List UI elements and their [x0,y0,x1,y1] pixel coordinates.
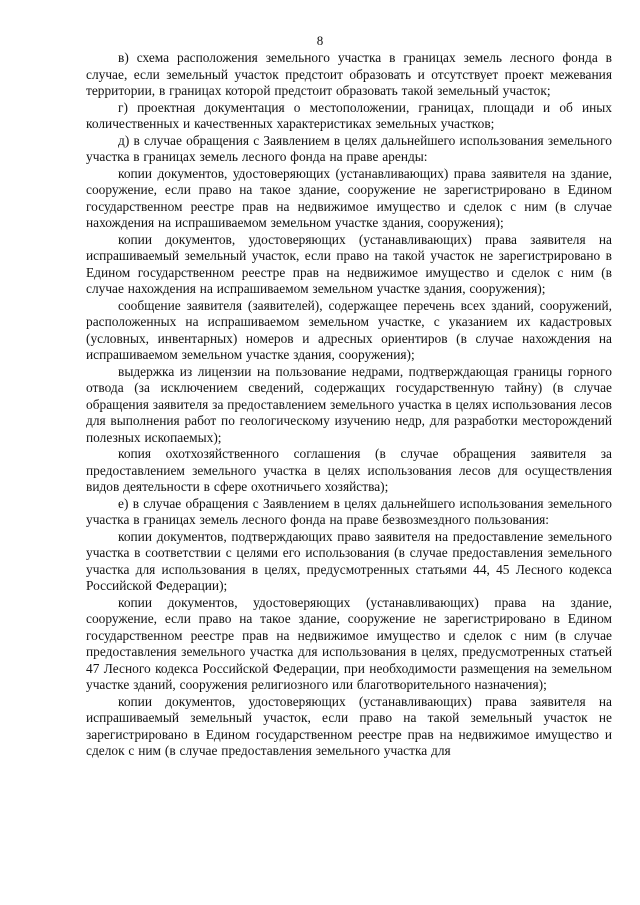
paragraph-e-free-use: е) в случае обращения с Заявлением в целях дальнейшего использования земельного участка в границах земель лесного фонда на праве безвозмездного пользования: [86,495,612,527]
paragraph-subsoil-license: выдержка из лицензии на пользование недрами, подтверждающая границы горного отвода (за исключением сведений, содержащих государственную тайну) (в случае обращения заявителя за предоставлением земельного участка в целях использования лесов для выполнения работ по геологическому изучению недр, для разработки месторождений полезных ископаемых); [86,363,612,445]
paragraph-religious-buildings: копии документов, удостоверяющих (устанавливающих) права на здание, сооружение, если право на такое здание, сооружение не зарегистрировано в Едином государственном реестре прав на недвижимое имущество и сделок с ним (в случае предоставления земельного участка для использования в целях, предусмотренных статьей 47 Лесного кодекса Российской Федерации, при необходимости размещения на земельном участке зданий, сооружения религиозного или благотворительного назначения); [86,594,612,692]
page-number: 8 [316,33,324,48]
paragraph-hunting-agreement: копия охотхозяйственного соглашения (в случае обращения заявителя за предоставлением земельного участка в целях использования лесов для осуществления видов деятельности в сфере охотничьего хозяйства); [86,446,612,494]
paragraph-g-project-docs: г) проектная документация о местоположении, границах, площади и об иных количественных и качественных характеристиках земельных участков; [86,99,612,131]
document-body [86,50,612,760]
paragraph-buildings-list: сообщение заявителя (заявителей), содержащее перечень всех зданий, сооружений, расположенных на испрашиваемом земельном участке, с указанием их кадастровых (условных, инвентарных) номеров и адресных ориентиров (в случае нахождения на испрашиваемом земельном участке здания, сооружения); [86,297,612,362]
paragraph-v-scheme: в) схема расположения земельного участка в границах земель лесного фонда в случае, если земельный участок предстоит образовать и отсутствует проект межевания территории, в границах которой предстоит образовать такой земельный участок; [86,50,612,98]
paragraph-right-confirmation: копии документов, подтверждающих право заявителя на предоставление земельного участка в соответствии с целями его использования (в случае предоставления земельного участка для использования в целях, предусмотренных статьями 44, 45 Лесного кодекса Российской Федерации); [86,528,612,593]
paragraph-building-rights: копии документов, удостоверяющих (устанавливающих) права заявителя на здание, сооружение, если право на такое здание, сооружение не зарегистрировано в Едином государственном реестре прав на недвижимое имущество и сделок с ним (в случае нахождения на испрашиваемом земельном участке здания, сооружения); [86,165,612,230]
paragraph-d-lease: д) в случае обращения с Заявлением в целях дальнейшего использования земельного участка в границах земель лесного фонда на праве аренды: [86,132,612,164]
paragraph-land-rights: копии документов, удостоверяющих (устанавливающих) права заявителя на испрашиваемый земельный участок, если право на такой участок не зарегистрировано в Едином государственном реестре прав на недвижимое имущество и сделок с ним (в случае нахождения на испрашиваемом земельном участке здания, сооружения); [86,231,612,296]
paragraph-land-rights-free-use: копии документов, удостоверяющих (устанавливающих) права заявителя на испрашиваемый земельный участок, если право на такой земельный участок не зарегистрировано в Едином государственном реестре прав на недвижимое имущество и сделок с ним (в случае предоставления земельного участка для [86,693,612,758]
